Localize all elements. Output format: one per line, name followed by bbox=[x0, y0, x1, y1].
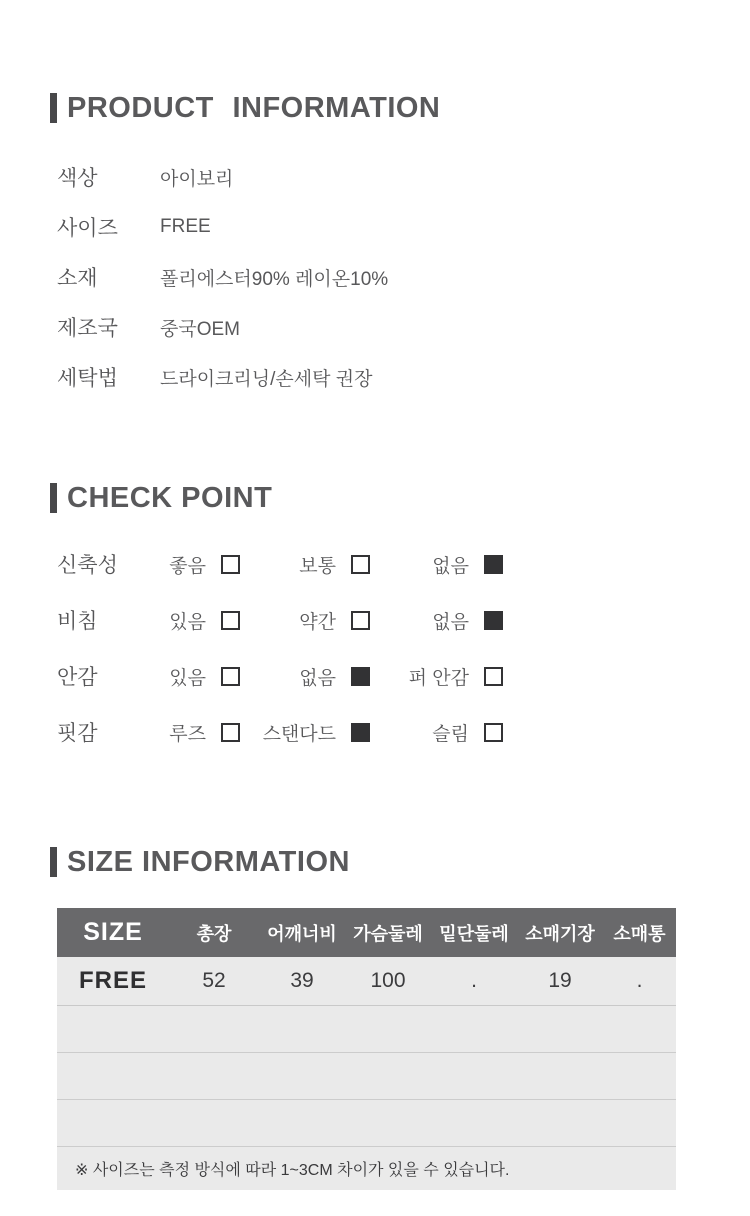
option-label: 있음 bbox=[169, 611, 206, 633]
option-label: 없음 bbox=[299, 667, 336, 689]
check-label: 핏감 bbox=[57, 722, 98, 745]
checkbox-icon bbox=[351, 555, 370, 574]
info-value: 드라이크리닝/손세탁 권장 bbox=[160, 368, 373, 390]
column-header: 어깨너비 bbox=[267, 923, 337, 944]
option-label: 있음 bbox=[169, 667, 206, 689]
checkbox-icon bbox=[484, 611, 503, 630]
info-label: 소재 bbox=[57, 267, 98, 290]
checkbox-icon bbox=[484, 667, 503, 686]
checkbox-icon bbox=[351, 667, 370, 686]
column-header: 총장 bbox=[196, 923, 232, 944]
table-cell: . bbox=[471, 968, 477, 992]
check-row-fit bbox=[57, 704, 750, 760]
option-label: 약간 bbox=[299, 611, 336, 633]
size-note: ※ 사이즈는 측정 방식에 따라 1~3CM 차이가 있을 수 있습니다. bbox=[75, 1161, 510, 1179]
check-row-elasticity bbox=[57, 536, 750, 592]
option-label: 슬림 bbox=[432, 723, 469, 745]
size-information-header bbox=[50, 844, 750, 880]
column-header: 가슴둘레 bbox=[353, 923, 423, 944]
check-option bbox=[370, 663, 503, 690]
info-row-washing bbox=[57, 352, 750, 402]
check-option bbox=[370, 551, 503, 578]
info-value: FREE bbox=[160, 216, 211, 237]
check-option bbox=[167, 607, 240, 634]
checkbox-icon bbox=[221, 723, 240, 742]
column-header: SIZE bbox=[83, 918, 143, 946]
checkbox-icon bbox=[221, 555, 240, 574]
size-table-row-free bbox=[57, 957, 676, 1005]
check-option bbox=[370, 607, 503, 634]
title-accent-bar bbox=[50, 847, 57, 877]
product-information-title: PRODUCT INFORMATION bbox=[67, 91, 441, 124]
check-row-lining bbox=[57, 648, 750, 704]
info-label: 세탁법 bbox=[57, 367, 118, 390]
table-cell: FREE bbox=[78, 966, 147, 994]
info-value: 아이보리 bbox=[160, 168, 234, 190]
column-header: 밑단둘레 bbox=[439, 923, 509, 944]
size-table bbox=[57, 908, 676, 1190]
check-option bbox=[167, 551, 240, 578]
checkbox-icon bbox=[484, 723, 503, 742]
check-option bbox=[240, 663, 370, 690]
option-label: 루즈 bbox=[169, 723, 206, 745]
size-information-title: SIZE INFORMATION bbox=[67, 845, 350, 878]
info-row-size bbox=[57, 202, 750, 252]
column-header: 소매통 bbox=[613, 923, 666, 944]
info-row-origin bbox=[57, 302, 750, 352]
check-option bbox=[167, 719, 240, 746]
size-table-empty-row bbox=[57, 1099, 676, 1146]
checkbox-icon bbox=[351, 723, 370, 742]
option-label: 없음 bbox=[432, 555, 469, 577]
option-label: 좋음 bbox=[169, 555, 206, 577]
checkbox-icon bbox=[221, 611, 240, 630]
check-option bbox=[240, 719, 370, 746]
info-row-material bbox=[57, 252, 750, 302]
table-cell: 39 bbox=[290, 968, 314, 992]
info-row-color bbox=[57, 152, 750, 202]
size-table-header-row bbox=[57, 908, 676, 957]
option-label: 퍼 안감 bbox=[408, 667, 469, 689]
check-label: 신축성 bbox=[57, 554, 118, 577]
size-table-empty-row bbox=[57, 1005, 676, 1052]
title-accent-bar bbox=[50, 483, 57, 513]
table-cell: 19 bbox=[548, 968, 572, 992]
check-point-header bbox=[50, 480, 750, 516]
table-cell: 52 bbox=[202, 968, 226, 992]
info-label: 사이즈 bbox=[57, 217, 118, 240]
info-label: 제조국 bbox=[57, 317, 118, 340]
product-information-header bbox=[50, 90, 750, 126]
check-option bbox=[370, 719, 503, 746]
check-label: 안감 bbox=[57, 666, 98, 689]
info-label: 색상 bbox=[57, 167, 98, 190]
check-label: 비침 bbox=[57, 610, 98, 633]
check-option bbox=[240, 551, 370, 578]
size-table-empty-row bbox=[57, 1052, 676, 1099]
checkbox-icon bbox=[351, 611, 370, 630]
info-value: 폴리에스터90% 레이온10% bbox=[160, 268, 389, 290]
option-label: 보통 bbox=[299, 555, 336, 577]
check-option bbox=[240, 607, 370, 634]
column-header: 소매기장 bbox=[525, 923, 595, 944]
info-value: 중국OEM bbox=[160, 318, 240, 340]
checkbox-icon bbox=[221, 667, 240, 686]
table-cell: . bbox=[636, 968, 643, 992]
check-point-title: CHECK POINT bbox=[67, 481, 273, 514]
check-row-sheerness bbox=[57, 592, 750, 648]
checkbox-icon bbox=[484, 555, 503, 574]
check-point-list bbox=[57, 536, 750, 760]
check-option bbox=[167, 663, 240, 690]
size-table-note-row bbox=[57, 1146, 676, 1190]
table-cell: 100 bbox=[370, 968, 406, 992]
product-info-list bbox=[57, 152, 750, 402]
option-label: 스탠다드 bbox=[262, 723, 336, 745]
option-label: 없음 bbox=[432, 611, 469, 633]
title-accent-bar bbox=[50, 93, 57, 123]
